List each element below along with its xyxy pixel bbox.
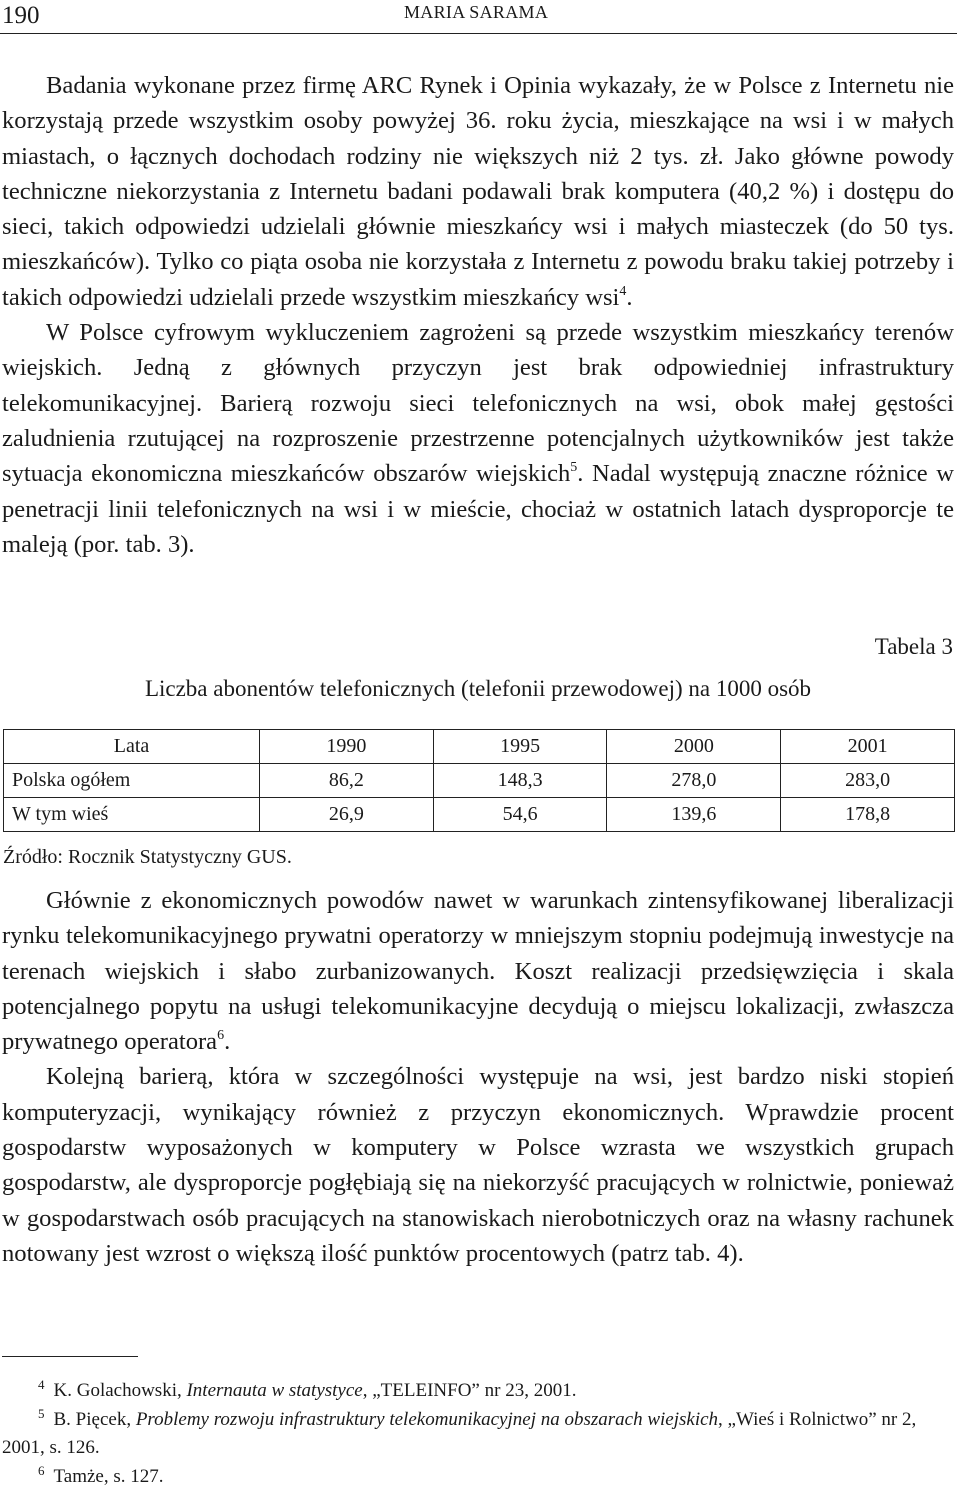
- paragraph-3-tail: .: [224, 1028, 230, 1055]
- table-label: Tabela 3: [875, 634, 953, 660]
- footnote-item: [2, 1463, 954, 1491]
- paragraph-1-text: Badania wykonane przez firmę ARC Rynek i Opinia wykazały, że w Polsce z Internetu nie korzystają przede wszystkim osoby powyżej 36. roku życia, mieszkające na wsi i w małych miastach, o łącznych dochodach rodziny nie większych niż 2 tys. zł. Jako główne powody techniczne niekorzystania z Internetu badani podawali brak komputera (40,2 %) i dostępu do sieci, takich odpowiedzi udzielali głównie mieszkańcy wsi i małych miasteczek (do 50 tys. mieszkańców). Tylko co piąta osoba nie korzystała z Internetu z powodu braku takiej potrzeby i takich odpowiedzi udzielali przede wszystkim mieszkańcy wsi: [2, 72, 954, 311]
- table-cell: 54,6: [433, 798, 607, 832]
- paragraph-3: [2, 883, 954, 1059]
- footnote-item: [2, 1406, 954, 1463]
- table-cell: 26,9: [260, 798, 434, 832]
- table-cell: 148,3: [433, 764, 607, 798]
- paragraph-2-text: W Polsce cyfrowym wykluczeniem zagrożeni są przede wszystkim mieszkańcy terenów wiejskich. Jedną z głównych przyczyn jest brak odpowiedniej infrastruktury telekomunikacyjnej. Barierą rozwoju sieci telefonicznych na wsi, obok małej gęstości zaludnienia rzutującej na rozproszenie przestrzenne potencjalnych użytkowników jest także sytuacja ekonomiczna mieszkańców obszarów wiejskich: [2, 319, 954, 487]
- paragraph-4: Kolejną barierą, która w szczególności występuje na wsi, jest bardzo niski stopień komputeryzacji, wynikający również z przyczyn ekonomicznych. Wprawdzie procent gospodarstw wyposażonych w komputery w Polsce wzrasta we wszystkich grupach gospodarstw, ale dysproporcje pogłębiają się na niekorzyść pracujących w rolnictwie, ponieważ w gospodarstwach osób pracujących na stanowiskach nierobotniczych oraz na własny rachunek notowany jest wzrost o większą ilość punktów procentowych (patrz tab. 4).: [2, 1059, 954, 1271]
- paragraph-2-tail: . Nadal występują znaczne różnice w penetracji linii telefonicznych na wsi i w mieście, chociaż w ostatnich latach dysproporcje te maleją (por. tab. 3).: [2, 460, 954, 558]
- table-header-cell: 1990: [260, 730, 434, 764]
- table-cell: 278,0: [607, 764, 781, 798]
- body-text-upper: [2, 68, 954, 562]
- running-head: MARIA SARAMA: [404, 2, 548, 23]
- paragraph-3-text: Głównie z ekonomicznych powodów nawet w warunkach zintensyfikowanej liberalizacji rynku telekomunikacyjnego prywatni operatorzy w mniejszym stopniu podejmują inwestycje na terenach wiejskich i słabo zurbanizowanych. Koszt realizacji przedsięwzięcia i skala potencjalnego popytu na usługi telekomunikacyjne decydują o miejscu lokalizacji, zwłaszcza prywatnego operatora: [2, 887, 954, 1055]
- page-header: [0, 0, 960, 34]
- table-header-row: [4, 730, 955, 764]
- table-cell: 86,2: [260, 764, 434, 798]
- table-header-cell: Lata: [4, 730, 260, 764]
- footnote-details: , „Wieś i Rolnictwo” nr 2, 2001, s. 126.: [2, 1409, 916, 1459]
- footnote-number: 6: [38, 1463, 45, 1478]
- footnote-details: , „TELEINFO” nr 23, 2001.: [363, 1380, 577, 1401]
- footnote-ref-4: 4: [619, 284, 626, 299]
- table-header-cell: 2000: [607, 730, 781, 764]
- footnote-item: [2, 1377, 954, 1406]
- table-cell: 283,0: [781, 764, 955, 798]
- table-header-cell: 1995: [433, 730, 607, 764]
- table-title: [0, 676, 960, 702]
- table-row: [4, 764, 955, 798]
- footnote-ref-6: 6: [217, 1028, 224, 1043]
- paragraph-2: [2, 315, 954, 562]
- data-table: [3, 729, 955, 832]
- footnote-author: B. Pięcek,: [54, 1409, 136, 1430]
- table-cell: 139,6: [607, 798, 781, 832]
- footnote-author: Tamże, s. 127.: [54, 1466, 164, 1487]
- page-number: 190: [2, 2, 40, 30]
- footnotes: [2, 1377, 954, 1491]
- footnote-ref-5: 5: [570, 460, 577, 475]
- table-row-label: Polska ogółem: [4, 764, 260, 798]
- footnote-title: Problemy rozwoju infrastruktury telekomunikacyjnej na obszarach wiejskich: [136, 1409, 718, 1430]
- footnote-title: Internauta w statystyce: [186, 1380, 362, 1401]
- footnote-author: K. Golachowski,: [54, 1380, 187, 1401]
- body-text-lower: [2, 883, 954, 1271]
- paragraph-1: [2, 68, 954, 315]
- paragraph-1-tail: .: [626, 284, 632, 311]
- header-rule: [0, 33, 957, 34]
- table-header-cell: 2001: [781, 730, 955, 764]
- table-source: Źródło: Rocznik Statystyczny GUS.: [3, 846, 292, 869]
- footnote-number: 5: [38, 1406, 45, 1421]
- table-row: [4, 798, 955, 832]
- footnote-rule: [2, 1356, 138, 1357]
- table-row-label: W tym wieś: [4, 798, 260, 832]
- table-cell: 178,8: [781, 798, 955, 832]
- footnote-number: 4: [38, 1377, 45, 1392]
- table-title-text: Liczba abonentów telefonicznych (telefonii przewodowej) na 1000 osób: [145, 676, 811, 701]
